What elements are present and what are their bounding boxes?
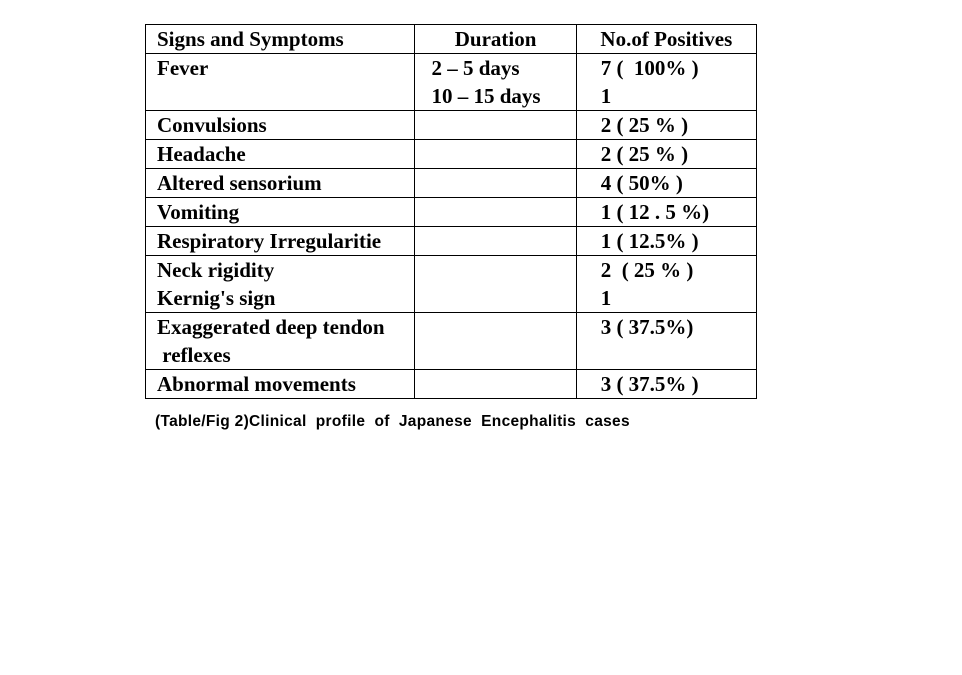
table-header-row: [146, 25, 757, 54]
symptom-cell: [146, 313, 415, 370]
table-row: [146, 227, 757, 256]
duration-cell-text: [431, 169, 575, 197]
positives-cell-text: 2 ( 25 % ): [600, 258, 694, 282]
table-caption: (Table/Fig 2)Clinical profile of Japanese Encephalitis cases: [155, 413, 630, 430]
positives-cell-text: 1 ( 12 . 5 %): [600, 200, 710, 224]
positives-cell-text: 1 ( 12.5% ): [600, 229, 699, 253]
positives-cell-text: 1: [600, 84, 612, 108]
duration-cell-text: [431, 111, 575, 139]
positives-cell-text: 3 ( 37.5% ): [600, 372, 699, 396]
duration-cell: [415, 313, 576, 370]
duration-cell-text: [431, 227, 575, 255]
duration-cell: [415, 140, 576, 169]
duration-cell: [415, 227, 576, 256]
symptom-cell: [146, 256, 415, 313]
duration-cell: [415, 198, 576, 227]
symptom-cell-text: Vomiting: [157, 200, 240, 224]
positives-cell-text: [601, 341, 756, 369]
duration-cell-text: [431, 313, 575, 341]
duration-cell-text: 2 – 5 days: [431, 56, 520, 80]
positives-cell: [576, 256, 756, 313]
positives-cell-text: 1: [600, 286, 612, 310]
duration-cell-text: [431, 341, 575, 369]
positives-cell-text: 4 ( 50% ): [600, 171, 683, 195]
duration-cell-text: [431, 198, 575, 226]
table-row: [146, 313, 757, 370]
duration-cell: [415, 169, 576, 198]
table-row: [146, 370, 757, 399]
table-row: [146, 111, 757, 140]
symptom-cell: [146, 140, 415, 169]
duration-cell: [415, 111, 576, 140]
symptom-cell-text: Fever: [157, 56, 209, 80]
duration-cell: [415, 370, 576, 399]
duration-cell: [415, 54, 576, 111]
positives-cell: [576, 54, 756, 111]
positives-cell: [576, 198, 756, 227]
symptom-cell-text: Abnormal movements: [157, 372, 356, 396]
symptom-cell-text: [157, 82, 414, 110]
positives-cell: [576, 370, 756, 399]
table-row: [146, 54, 757, 111]
positives-cell: [576, 140, 756, 169]
duration-cell-text: [431, 256, 575, 284]
positives-cell-text: 7 ( 100% ): [600, 56, 699, 80]
table-row: [146, 140, 757, 169]
duration-cell-text: 10 – 15 days: [431, 84, 541, 108]
symptom-cell-text: Headache: [157, 142, 246, 166]
symptom-cell: [146, 370, 415, 399]
symptom-cell-text: Neck rigidity: [157, 258, 275, 282]
symptom-cell-text: Convulsions: [157, 113, 267, 137]
duration-cell: [415, 256, 576, 313]
header-duration: Duration: [415, 25, 576, 54]
symptom-cell: [146, 198, 415, 227]
symptom-cell: [146, 54, 415, 111]
positives-cell-text: 2 ( 25 % ): [600, 142, 689, 166]
symptom-cell-text: Altered sensorium: [157, 171, 322, 195]
symptom-cell-text: Kernig's sign: [157, 286, 276, 310]
positives-cell: [576, 227, 756, 256]
positives-cell-text: 2 ( 25 % ): [600, 113, 689, 137]
positives-cell: [576, 169, 756, 198]
symptom-cell-text: Exaggerated deep tendon: [157, 315, 385, 339]
symptom-cell: [146, 169, 415, 198]
table-row: [146, 198, 757, 227]
table-row: [146, 256, 757, 313]
symptom-cell: [146, 227, 415, 256]
header-positives: No.of Positives: [576, 25, 756, 54]
header-signs-symptoms: Signs and Symptoms: [146, 25, 415, 54]
duration-cell-text: [431, 284, 575, 312]
duration-cell-text: [431, 140, 575, 168]
symptom-cell-text: reflexes: [157, 343, 231, 367]
positives-cell: [576, 313, 756, 370]
clinical-profile-table: [145, 24, 757, 399]
duration-cell-text: [431, 370, 575, 398]
positives-cell-text: 3 ( 37.5%): [600, 315, 694, 339]
positives-cell: [576, 111, 756, 140]
table-row: [146, 169, 757, 198]
symptom-cell: [146, 111, 415, 140]
symptom-cell-text: Respiratory Irregularitie: [157, 229, 382, 253]
